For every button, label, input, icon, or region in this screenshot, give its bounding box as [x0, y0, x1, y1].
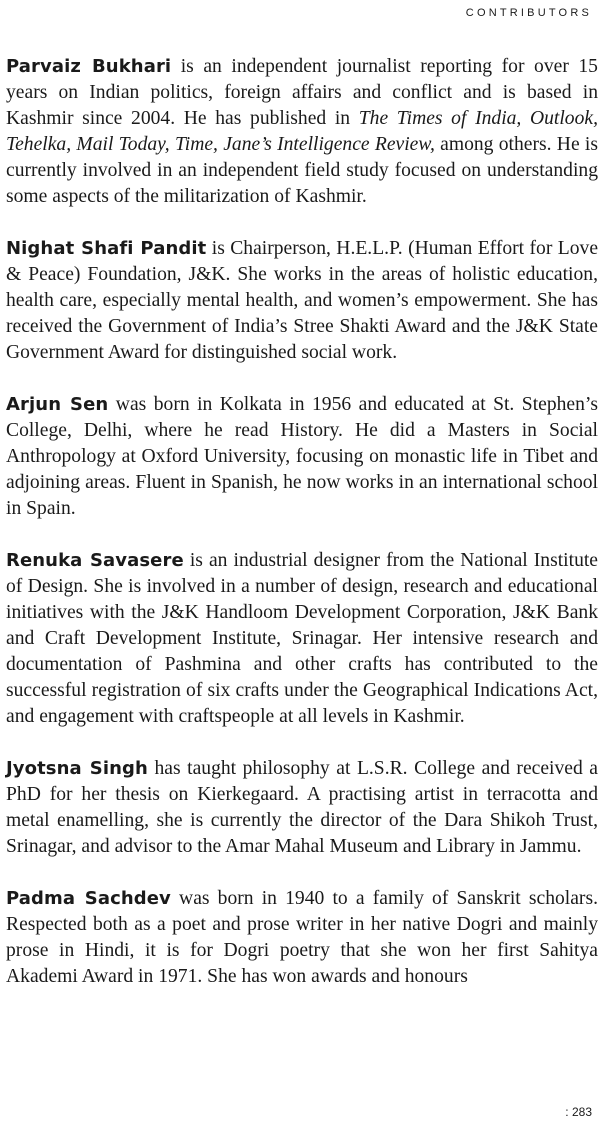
contributors-list [6, 54, 598, 1016]
bio-text: was born in 1940 to a family of Sanskrit scholars. Respected both as a poet and prose writer in her native Dogri and mainly prose in Hindi, it is for Dogri poetry that she won her first Sahitya Akademi Award in 1971. She has won awards and honours [6, 888, 598, 987]
bio-text: is Chairperson, H.E.L.P. (Human Effort for Love & Peace) Foundation, J&K. She works in the areas of holistic education, health care, especially mental health, and women’s empowerment. She has received the Government of India’s Stree Shakti Award and the J&K State Government Award for distinguished social work. [6, 238, 599, 363]
contributor-bio [6, 886, 598, 990]
bio-text: is an independent journalist reporting for over 15 years on Indian politics, foreign affairs and conflict and is based in Kashmir since 2004. He has published in [6, 56, 598, 129]
contributor-name: Parvaiz Bukhari [6, 56, 172, 77]
bio-text: is an industrial designer from the National Institute of Design. She is involved in a number of design, research and educational initiatives with the J&K Handloom Development Corporation, J&K Bank and Craft Development Institute, Srinagar. Her intensive research and documentation of Pashmina and other crafts has contributed to the successful registration of six crafts under the Geographical Indications Act, and engagement with craftspeople at all levels in Kashmir. [6, 550, 599, 727]
contributor-name: Padma Sachdev [6, 888, 171, 909]
contributor-name: Renuka Savasere [6, 550, 184, 571]
contributor-name: Nighat Shafi Pandit [6, 238, 207, 259]
contributor-bio [6, 548, 598, 730]
page-number: : 283 [565, 1105, 592, 1119]
contributor-bio [6, 54, 598, 210]
contributor-name: Arjun Sen [6, 394, 109, 415]
running-head: CONTRIBUTORS [465, 7, 592, 19]
bio-text: among others. He is currently involved in an independent field study focused on understanding some aspects of the militarization of Kashmir. [6, 134, 598, 207]
bio-text: has taught philosophy at L.S.R. College and received a PhD for her thesis on Kierkegaard. A practising artist in terracotta and metal enamelling, she is currently the director of the Dara Shikoh Trust, Srinagar, and advisor to the Amar Mahal Museum and Library in Jammu. [6, 758, 598, 857]
bio-text: was born in Kolkata in 1956 and educated at St. Stephen’s College, Delhi, where he read History. He did a Masters in Social Anthropology at Oxford University, focusing on monastic life in Tibet and adjoining areas. Fluent in Spanish, he now works in an international school in Spain. [6, 394, 598, 519]
publication-list: The Times of India, Outlook, Tehelka, Mail Today, Time, Jane’s Intelligence Review, [6, 108, 598, 155]
contributor-bio [6, 756, 598, 860]
contributor-bio [6, 236, 598, 366]
contributor-bio [6, 392, 598, 522]
contributor-name: Jyotsna Singh [6, 758, 148, 779]
